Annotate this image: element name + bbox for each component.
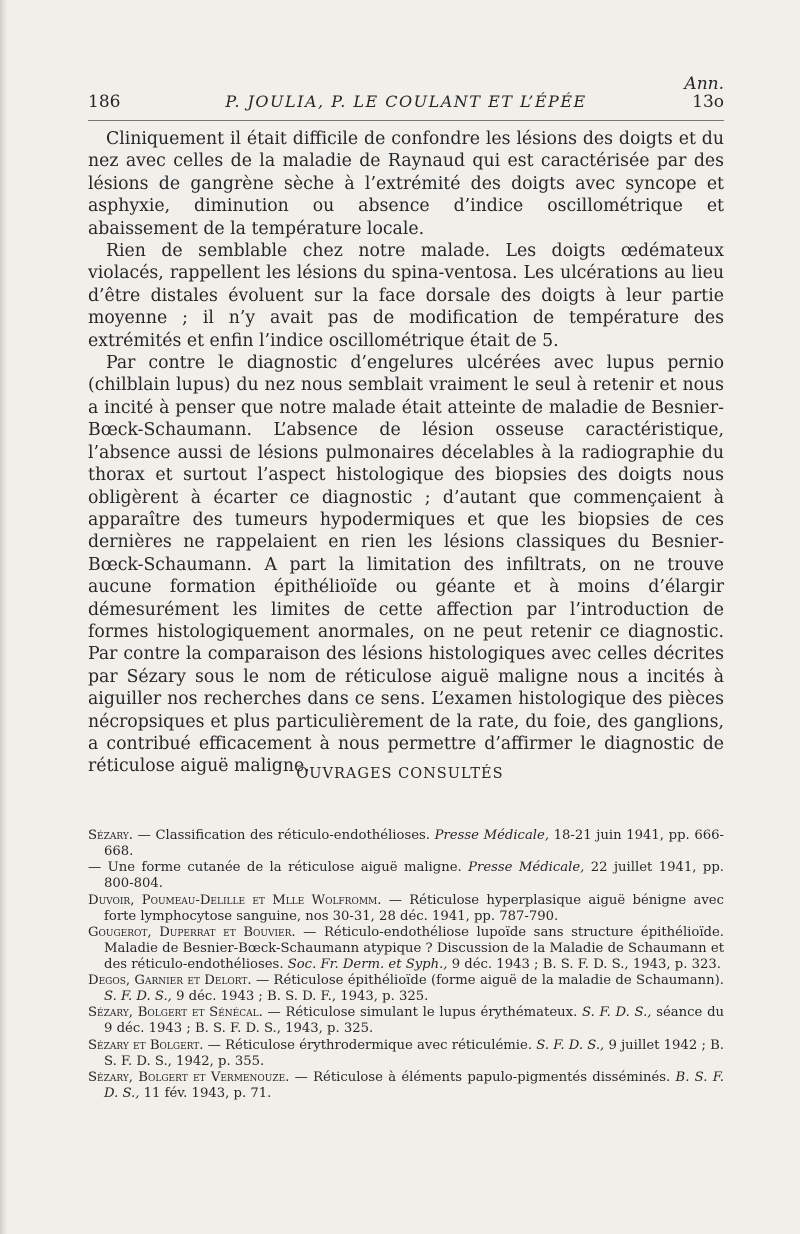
reference-authors: Duvoir, Poumeau-Delille et Mlle Wolfromm. [88,892,382,908]
reference-text: — Réticulose érythrodermique avec réticulémie. [203,1037,537,1053]
reference-source: S. F. D. S., [104,989,172,1005]
reference-authors: Sézary, Bolgert et Sénécal. [88,1005,263,1021]
reference-text: — Réticulose hyperplasique aiguë bénigne avec forte lymphocytose sanguine, nos 30-31, 28 déc. 1941, pp. 787-790. [104,892,724,924]
reference-entry [88,925,724,973]
reference-detail: 9 déc. 1943 ; B. S. F. D. S., 1943, p. 323. [447,956,721,972]
reference-entry [88,860,724,892]
volume-number: 13o [692,92,724,112]
page-header [88,74,724,114]
reference-detail: séance du 9 déc. 1943 ; B. S. F. D. S., 1943, p. 325. [104,1005,724,1037]
reference-authors: Sézary. [88,828,133,843]
reference-source: Presse Médicale, [434,828,550,843]
reference-authors: Sézary et Bolgert. [88,1037,204,1053]
reference-source: Presse Médicale, [468,860,585,876]
reference-text: — Réticulose simulant le lupus érythémateux. [262,1005,582,1021]
reference-authors: Degos, Garnier et Delort. [88,973,252,989]
reference-text: — Réticulo-endothéliose lupoïde sans structure épithélioïde. Maladie de Besnier-Bœck-Schaumann atypique ? Discussion de la Maladie de Schaumann et des réticulo-endothélioses. [104,924,724,972]
paragraph: Rien de semblable chez notre malade. Les doigts œdémateux violacés, rappellent les lésions du spina-ventosa. Les ulcérations au lieu d’être distales évoluent sur la face dorsale des doigts à leur partie moyenne ; il n’y avait pas de modification de température des extrémités et enfin l’indice oscillométrique était de 5. [88,241,724,351]
references-title: OUVRAGES CONSULTÉS [296,766,504,782]
references-list [88,828,724,1102]
reference-detail: 22 juillet 1941, pp. 800-804. [104,860,724,892]
reference-entry [88,828,724,860]
reference-authors: Gougerot, Duperrat et Bouvier. [88,924,296,940]
reference-source: Soc. Fr. Derm. et Syph., [287,956,448,972]
reference-detail: 9 juillet 1942 ; B. S. F. D. S., 1942, p. 355. [104,1037,725,1069]
page-binding-edge [0,0,8,1234]
reference-source: B. S. F. D. S., [104,1070,724,1101]
reference-entry [88,1005,724,1037]
paragraph: Cliniquement il était difficile de confondre les lésions des doigts et du nez avec celles de la maladie de Raynaud qui est caractérisée par des lésions de gangrène sèche à l’extrémité des doigts avec syncope et asphyxie, diminution ou absence d’indice oscillométrique et abaissement de la température locale. [88,129,724,239]
reference-detail: 18-21 juin 1941, pp. 666-668. [104,828,724,859]
handwritten-annotation: Ann. [684,74,724,94]
reference-text: — Réticulose épithélioïde (forme aiguë de la maladie de Schaumann). [251,973,724,989]
reference-detail: 9 déc. 1943 ; B. S. D. F., 1943, p. 325. [171,989,429,1005]
reference-text: — Classification des réticulo-endothélioses. [133,828,435,843]
reference-detail: 11 fév. 1943, p. 71. [139,1086,272,1101]
page-number: 186 [88,92,121,112]
reference-text: — Réticulose à éléments papulo-pigmentés disséminés. [289,1070,676,1086]
running-title: P. JOULIA, P. LE COULANT ET L’ÉPÉE [225,92,587,111]
reference-source: S. F. D. S., [536,1037,605,1053]
paragraph: Par contre le diagnostic d’engelures ulcérées avec lupus pernio (chilblain lupus) du nez nous semblait vraiment le seul à retenir et nous a incité à penser que notre malade était atteinte de maladie de Besnier-Bœck-Schaumann. L’absence de lésion osseuse caractéristique, l’absence aussi de lésions pulmonaires décelables à la radiographie du thorax et surtout l’aspect histologique des biopsies des doigts nous obligèrent à écarter ce diagnostic ; d’autant que commençaient à apparaître des tumeurs hypodermiques et que les biopsies de ces dernières ne rappelaient en rien les lésions classiques du Besnier-Bœck-Schaumann. A part la limitation des infiltrats, on ne trouve aucune formation épithélioïde ou géante et à moins d’élargir démesurément les limites de cette affection par l’introduction de formes histologiquement anormales, on ne peut retenir ce diagnostic. Par contre la comparaison des lésions histologiques avec celles décrites par Sézary sous le nom de réticulose aiguë maligne nous a incités à aiguiller nos recherches dans ce sens. L’examen histologique des pièces nécropsiques et plus particulièrement de la rate, du foie, des ganglions, a contribué efficacement à nous permettre d’affirmer le diagnostic de réticulose aiguë maligne. [88,353,724,777]
reference-entry [88,1038,724,1070]
reference-authors: Sézary, Bolgert et Vermenouze. [88,1070,290,1086]
reference-entry [88,1070,724,1102]
body-text [88,128,724,778]
reference-text: — Une forme cutanée de la réticulose aiguë maligne. [88,860,469,876]
reference-entry [88,973,724,1005]
reference-entry [88,893,724,925]
header-rule [88,120,724,121]
reference-source: S. F. D. S., [582,1005,652,1021]
